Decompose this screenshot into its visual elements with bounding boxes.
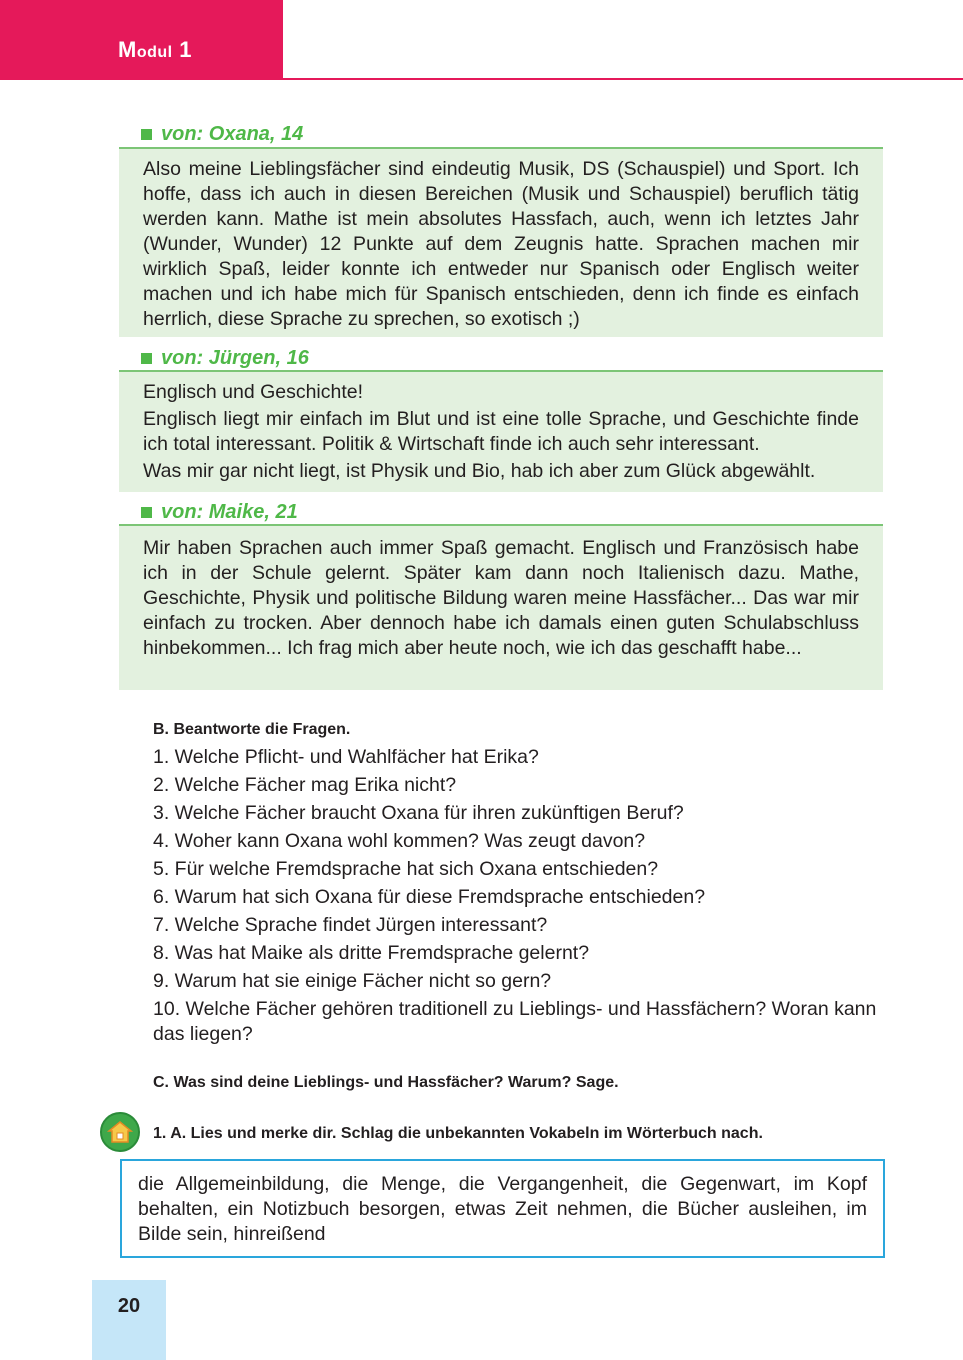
post-paragraph: Englisch liegt mir einfach im Blut und ist eine tolle Sprache, und Geschichte finde ich total interessant. Politik & Wirtschaft finde ich auch sehr interessant. <box>143 408 859 455</box>
question-item: 9. Warum hat sie einige Fächer nicht so gern? <box>153 970 552 992</box>
vocabulary-text: die Allgemeinbildung, die Menge, die Vergangenheit, die Gegenwart, im Kopf behalten, ein Notizbuch besorgen, etwas Zeit nehmen, die Bücher ausleihen, im Bilde sein, hinreißend <box>138 1173 867 1245</box>
house-icon <box>100 1112 140 1152</box>
post-author-oxana: von: Oxana, 14 <box>141 121 303 147</box>
post-paragraph: Also meine Lieblingsfächer sind eindeutig Musik, DS (Schauspiel) und Sport. Ich hoffe, dass ich auch in diesen Bereichen (Musik und Schauspiel) beruflich tätig werden kann. Mathe ist mein absolutes Hassfach, auch, wenn ich letztes Jahr (Wunder, Wunder) 12 Punkte auf dem Zeugnis hatte. Sprachen machen mir wirklich Spaß, leider konnte ich entweder nur Spanisch oder Englisch weiter machen und ich habe mich für Spanisch entschieden, denn ich finde es einfach herrlich, diese Sprache zu sprechen, so exotisch ;) <box>143 158 859 330</box>
question-item: 2. Welche Fächer mag Erika nicht? <box>153 774 457 796</box>
question-item: 3. Welche Fächer braucht Oxana für ihren zukünftigen Beruf? <box>153 802 684 824</box>
header-divider <box>283 78 963 80</box>
post-author-maike: von: Maike, 21 <box>141 499 298 525</box>
post-paragraph: Mir haben Sprachen auch immer Spaß gemacht. Englisch und Französisch habe ich in der Schule gelernt. Später kam dann noch Italienisch dazu. Mathe, Geschichte, Physik und politische Bildung waren meine Hassfächer... Das war mir einfach zu trocken. Aber dennoch habe ich damals einen guten Schulabschluss hinbekommen... Ich frag mich aber heute noch, wie ich das geschafft habe... <box>143 537 859 659</box>
bullet-square-icon <box>141 507 152 518</box>
question-item: 1. Welche Pflicht- und Wahlfächer hat Erika? <box>153 746 539 768</box>
post-paragraph: Englisch und Geschichte! <box>143 381 364 403</box>
post-author-juergen: von: Jürgen, 16 <box>141 345 309 371</box>
question-item: 8. Was hat Maike als dritte Fremdsprache gelernt? <box>153 942 590 964</box>
post-body-juergen <box>119 370 883 492</box>
page-number-box <box>92 1280 166 1360</box>
question-item: 7. Welche Sprache findet Jürgen interessant? <box>153 914 548 936</box>
post-paragraph: Was mir gar nicht liegt, ist Physik und Bio, hab ich aber zum Glück abgewählt. <box>143 460 816 482</box>
task-1a-heading: 1. A. Lies und merke dir. Schlag die unbekannten Vokabeln im Wörterbuch nach. <box>153 1125 763 1142</box>
bullet-square-icon <box>141 353 152 364</box>
page-number: 20 <box>117 1295 141 1317</box>
task-c-heading: C. Was sind deine Lieblings- und Hassfächer? Warum? Sage. <box>153 1074 619 1091</box>
post-body-maike <box>119 524 883 690</box>
module-title: Modul 1 <box>118 37 192 62</box>
question-item: 6. Warum hat sich Oxana für diese Fremdsprache entschieden? <box>153 886 706 908</box>
post-body-oxana <box>119 147 883 337</box>
vocabulary-box <box>120 1159 885 1258</box>
question-item: 10. Welche Fächer gehören traditionell zu Lieblings- und Hassfächern? Woran kann das liegen? <box>153 998 877 1045</box>
question-item: 4. Woher kann Oxana wohl kommen? Was zeugt davon? <box>153 830 646 852</box>
question-list <box>153 745 888 1050</box>
question-item: 5. Für welche Fremdsprache hat sich Oxana entschieden? <box>153 858 659 880</box>
task-b-heading: B. Beantworte die Fragen. <box>153 721 351 738</box>
module-header-tab <box>0 0 283 80</box>
bullet-square-icon <box>141 129 152 140</box>
